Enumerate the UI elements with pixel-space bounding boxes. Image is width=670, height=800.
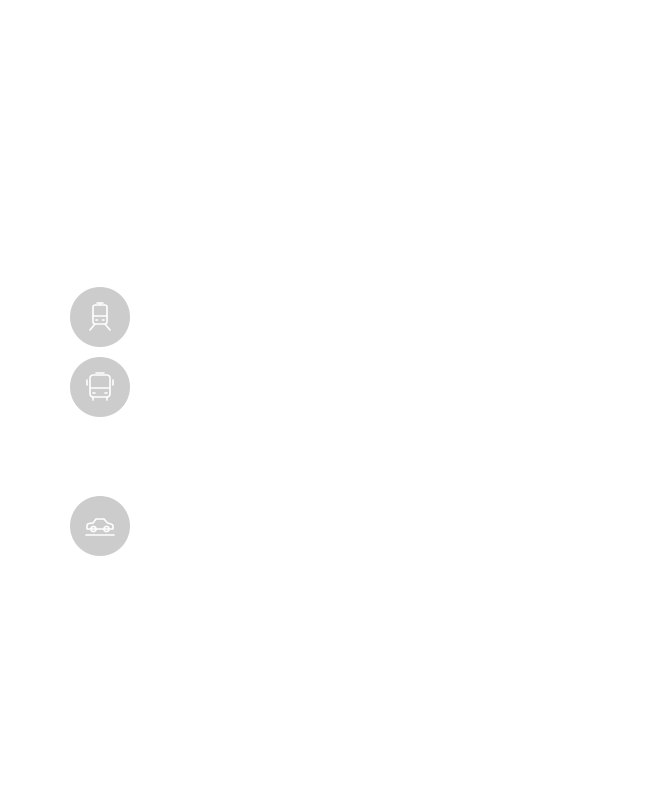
car-option-button[interactable] xyxy=(70,496,130,556)
train-option-button[interactable] xyxy=(70,287,130,347)
train-icon xyxy=(82,299,118,335)
bus-option-button[interactable] xyxy=(70,357,130,417)
bus-icon xyxy=(82,369,118,405)
car-icon xyxy=(82,508,118,544)
